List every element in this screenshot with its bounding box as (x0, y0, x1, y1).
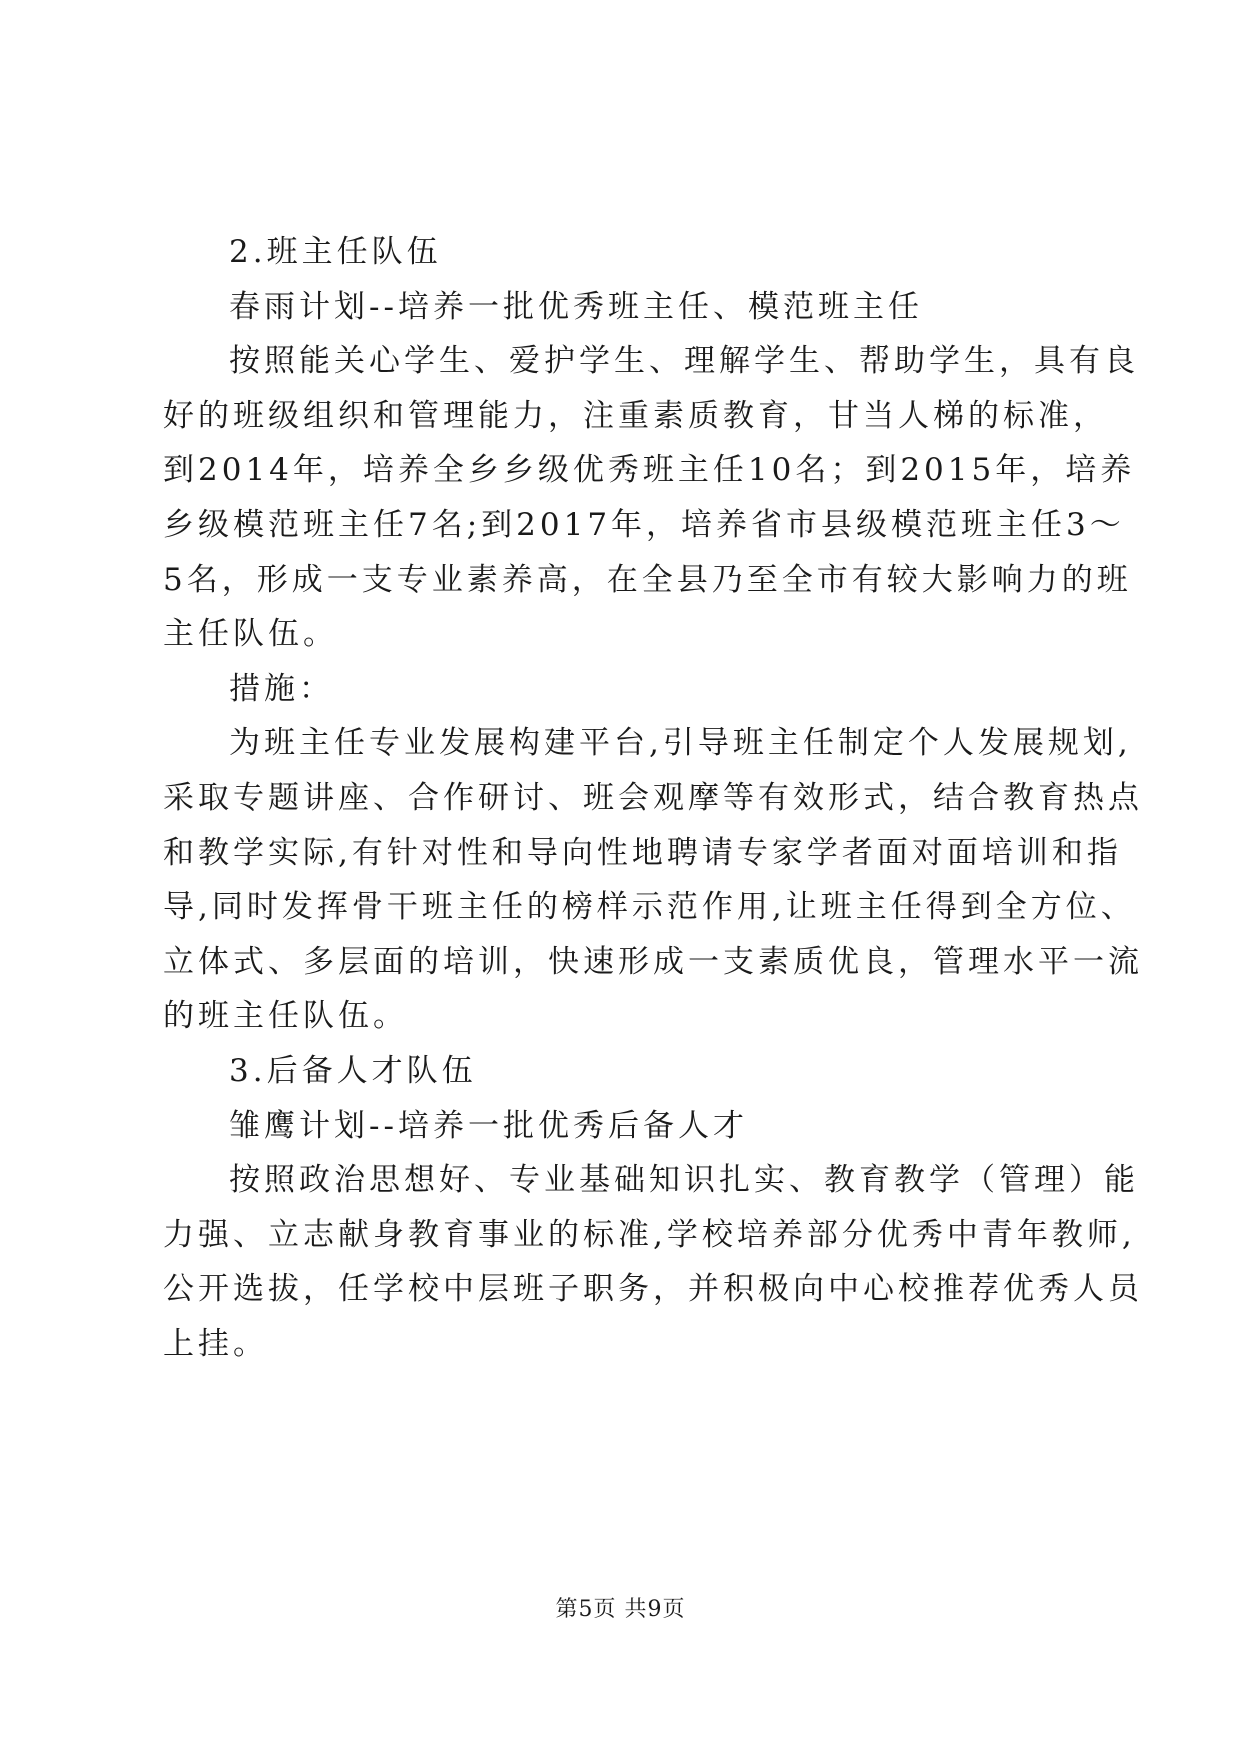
paragraph-line: 的班主任队伍。 (163, 998, 408, 1035)
section-heading-2: 2.班主任队伍 (229, 234, 442, 270)
paragraph-line: 和教学实际,有针对性和导向性地聘请专家学者面对面培训和指 (163, 834, 1122, 871)
document-body (163, 225, 1143, 1371)
paragraph-line: 导,同时发挥骨干班主任的榜样示范作用,让班主任得到全方位、 (163, 889, 1136, 926)
paragraph-line: 公开选拔，任学校中层班子职务，并积极向中心校推荐优秀人员 (163, 1271, 1143, 1308)
paragraph-line: 主任队伍。 (163, 616, 338, 653)
paragraph-line: 到2014年，培养全乡乡级优秀班主任10名；到2015年，培养 (163, 452, 1136, 489)
plan-title-spring-rain: 春雨计划--培养一批优秀班主任、模范班主任 (229, 288, 923, 325)
paragraph-line: 力强、立志献身教育事业的标准,学校培养部分优秀中青年教师, (163, 1216, 1136, 1253)
page-footer: 第5页 共9页 (555, 1597, 686, 1622)
paragraph-line: 5名，形成一支专业素养高，在全县乃至全市有较大影响力的班 (163, 561, 1132, 598)
measures-heading: 措施： (229, 670, 334, 707)
paragraph-line: 好的班级组织和管理能力，注重素质教育，甘当人梯的标准， (163, 397, 1108, 434)
paragraph-line: 为班主任专业发展构建平台,引导班主任制定个人发展规划, (229, 725, 1132, 762)
paragraph-line: 按照政治思想好、专业基础知识扎实、教育教学（管理）能 (229, 1162, 1139, 1199)
plan-title-young-eagle: 雏鹰计划--培养一批优秀后备人才 (229, 1107, 748, 1144)
paragraph-line: 按照能关心学生、爱护学生、理解学生、帮助学生，具有良 (229, 343, 1139, 380)
paragraph-line: 立体式、多层面的培训，快速形成一支素质优良，管理水平一流 (163, 943, 1143, 980)
paragraph-line: 乡级模范班主任7名;到2017年，培养省市县级模范班主任3～ (163, 506, 1125, 543)
paragraph-line: 采取专题讲座、合作研讨、班会观摩等有效形式，结合教育热点 (163, 779, 1143, 816)
section-heading-3: 3.后备人才队伍 (229, 1052, 477, 1089)
paragraph-line: 上挂。 (163, 1325, 268, 1362)
